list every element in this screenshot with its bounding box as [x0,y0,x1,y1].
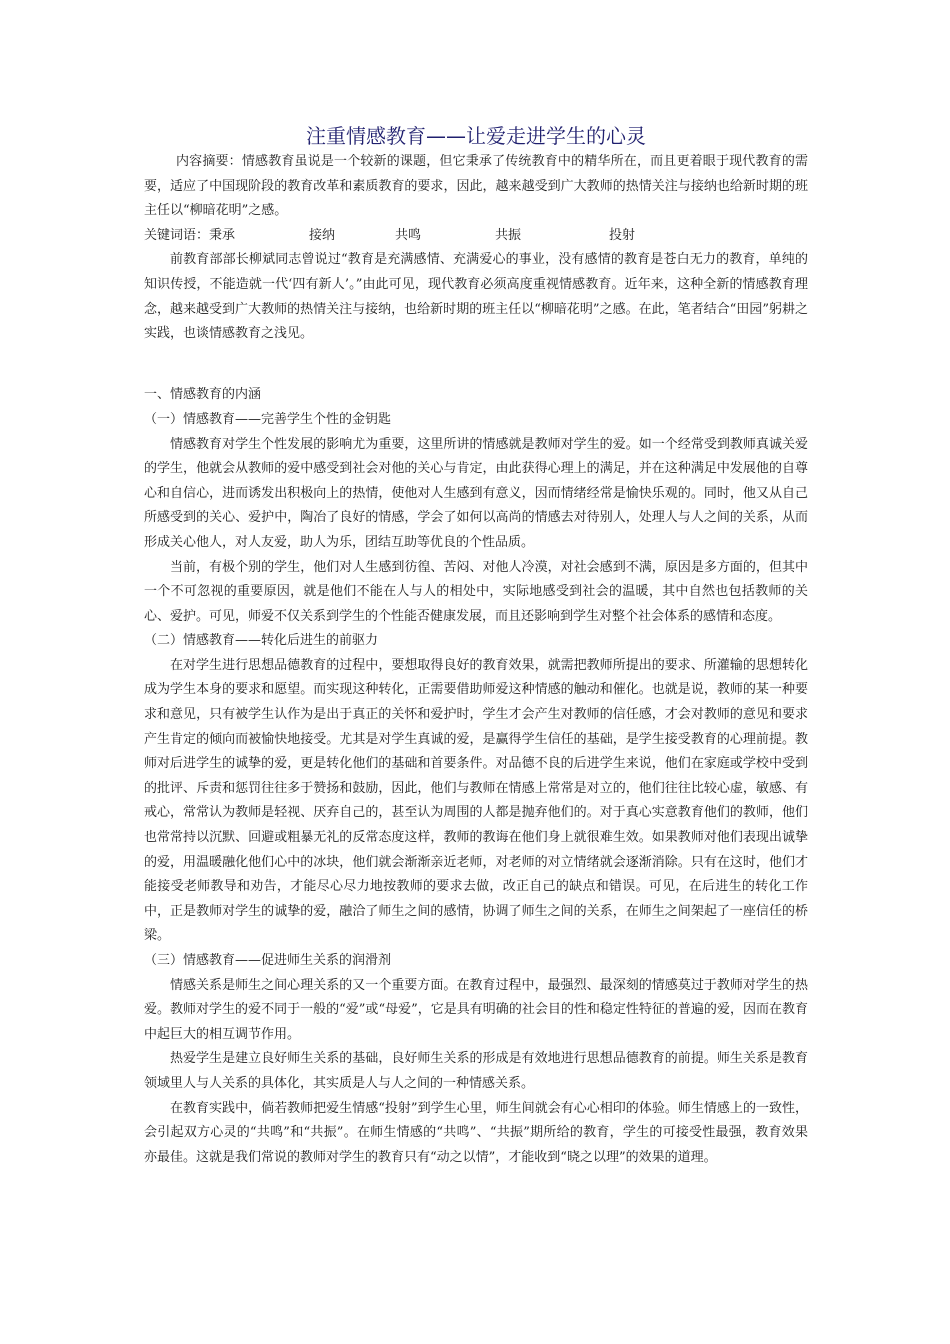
subsection-heading: （三）情感教育——促进师生关系的润滑剂 [144,953,392,968]
document-title: 注重情感教育——让爱走进学生的心灵 [306,124,646,148]
body-paragraph: 热爱学生是建立良好师生关系的基础，良好师生关系的形成是有效地进行思想品德教育的前提。师生关系是教育领域里人与人关系的具体化，其实质是人与人之间的一种情感关系。 [144,1051,808,1091]
keyword-item: 共振 [495,227,522,243]
document-body [144,122,808,1170]
subsection-heading: （二）情感教育——转化后进生的前驱力 [144,633,379,649]
body-paragraph: 当前，有极个别的学生，他们对人生感到彷徨、苦闷、对他人冷漠，对社会感到不满，原因是多方面的，但其中一个不可忽视的重要原因，就是他们不能在人与人的相处中，实际地感受到社会的温暖，其中自然也包括教师的关心、爱护。可见，师爱不仅关系到学生的个性能否健康发展，而且还影响到学生对整个社会体系的感情和态度。 [144,559,808,624]
keywords-line [144,224,808,249]
keyword-item: 秉承 [209,227,236,243]
body-paragraph: 情感教育对学生个性发展的影响尤为重要，这里所讲的情感就是教师对学生的爱。如一个经常受到教师真诚关爱的学生，他就会从教师的爱中感受到社会对他的关心与肯定，由此获得心理上的满足，并在这种满足中发展他的自尊心和自信心，进而诱发出积极向上的热情，使他对人生感到有意义，因而情绪经常是愉快乐观的。同时，他又从自己所感受到的关心、爱护中，陶冶了良好的情感，学会了如何以高尚的情感去对待别人，处理人与人之间的关系，从而形成关心他人，对人友爱，助人为乐，团结互助等优良的个性品质。 [144,436,808,550]
blank-line [144,347,808,372]
spacer [144,371,808,383]
keyword-item: 共鸣 [395,227,422,243]
keyword-item: 接纳 [309,227,336,243]
body-paragraph: 情感关系是师生之间心理关系的又一个重要方面。在教育过程中，最强烈、最深刻的情感莫过于教师对学生的热爱。教师对学生的爱不同于一般的“爱”或“母爱”，它是具有明确的社会目的性和稳定性特征的普遍的爱，因而在教育中起巨大的相互调节作用。 [144,977,808,1042]
abstract-paragraph: 内容摘要：情感教育虽说是一个较新的课题，但它秉承了传统教育中的精华所在，而且更着眼于现代教育的需要，适应了中国现阶段的教育改革和素质教育的要求，因此，越来越受到广大教师的热情关注与接纳也给新时期的班主任以“柳暗花明”之感。 [144,154,808,219]
keywords-label: 关键词语： [144,227,210,243]
intro-paragraph: 前教育部部长柳斌同志曾说过“教育是充满感情、充满爱心的事业，没有感情的教育是苍白无力的教育，单纯的知识传授，不能造就一代‘四有新人’。”由此可见，现代教育必须高度重视情感教育。近年来，这种全新的情感教育理念，越来越受到广大教师的热情关注与接纳，也给新时期的班主任以“柳暗花明”之感。在此，笔者结合“田园”躬耕之实践，也谈情感教育之浅见。 [144,252,808,342]
section-heading: 一、情感教育的内涵 [144,387,262,403]
keyword-item: 投射 [609,227,636,243]
body-paragraph: 在对学生进行思想品德教育的过程中，要想取得良好的教育效果，就需把教师所提出的要求、所灌输的思想转化成为学生本身的要求和愿望。而实现这种转化，正需要借助师爱这种情感的触动和催化。也就是说，教师的某一种要求和意见，只有被学生认作为是出于真正的关怀和爱护时，学生才会产生对教师的信任感，才会对教师的意见和要求产生肯定的倾向而被愉快地接受。尤其是对学生真诚的爱，是赢得学生信任的基础，是学生接受教育的心理前提。教师对后进学生的诚挚的爱，更是转化他们的基础和首要条件。对品德不良的后进学生来说，他们在家庭或学校中受到的批评、斥责和惩罚往往多于赞扬和鼓励，因此，他们与教师在情感上常常是对立的，他们往往比较心虚，敏感、有戒心，常常认为教师是轻视、厌弃自己的，甚至认为周围的人都是抛弃他们的。对于真心实意教育他们的教师，他们也常常持以沉默、回避或粗暴无礼的反常态度这样，教师的教诲在他们身上就很难生效。如果教师对他们表现出诚挚的爱，用温暖融化他们心中的冰块，他们就会渐渐亲近老师，对老师的对立情绪就会逐渐消除。只有在这时，他们才能接受老师教导和劝告，才能尽心尽力地按教师的要求去做，改正自己的缺点和错误。可见，在后进生的转化工作中，正是教师对学生的诚挚的爱，融洽了师生之间的感情，协调了师生之间的关系，在师生之间架起了一座信任的桥梁。 [144,657,808,944]
body-paragraph: 在教育实践中，倘若教师把爱生情感“投射”到学生心里，师生间就会有心心相印的体验。师生情感上的一致性，会引起双方心灵的“共鸣”和“共振”。在师生情感的“共鸣”、“共振”期所给的教育，学生的可接受性最强，教育效果亦最佳。这就是我们常说的教师对学生的教育只有“动之以情”，才能收到“晓之以理”的效果的道理。 [144,1100,808,1165]
subsection-heading: （一）情感教育——完善学生个性的金钥匙 [144,411,392,427]
